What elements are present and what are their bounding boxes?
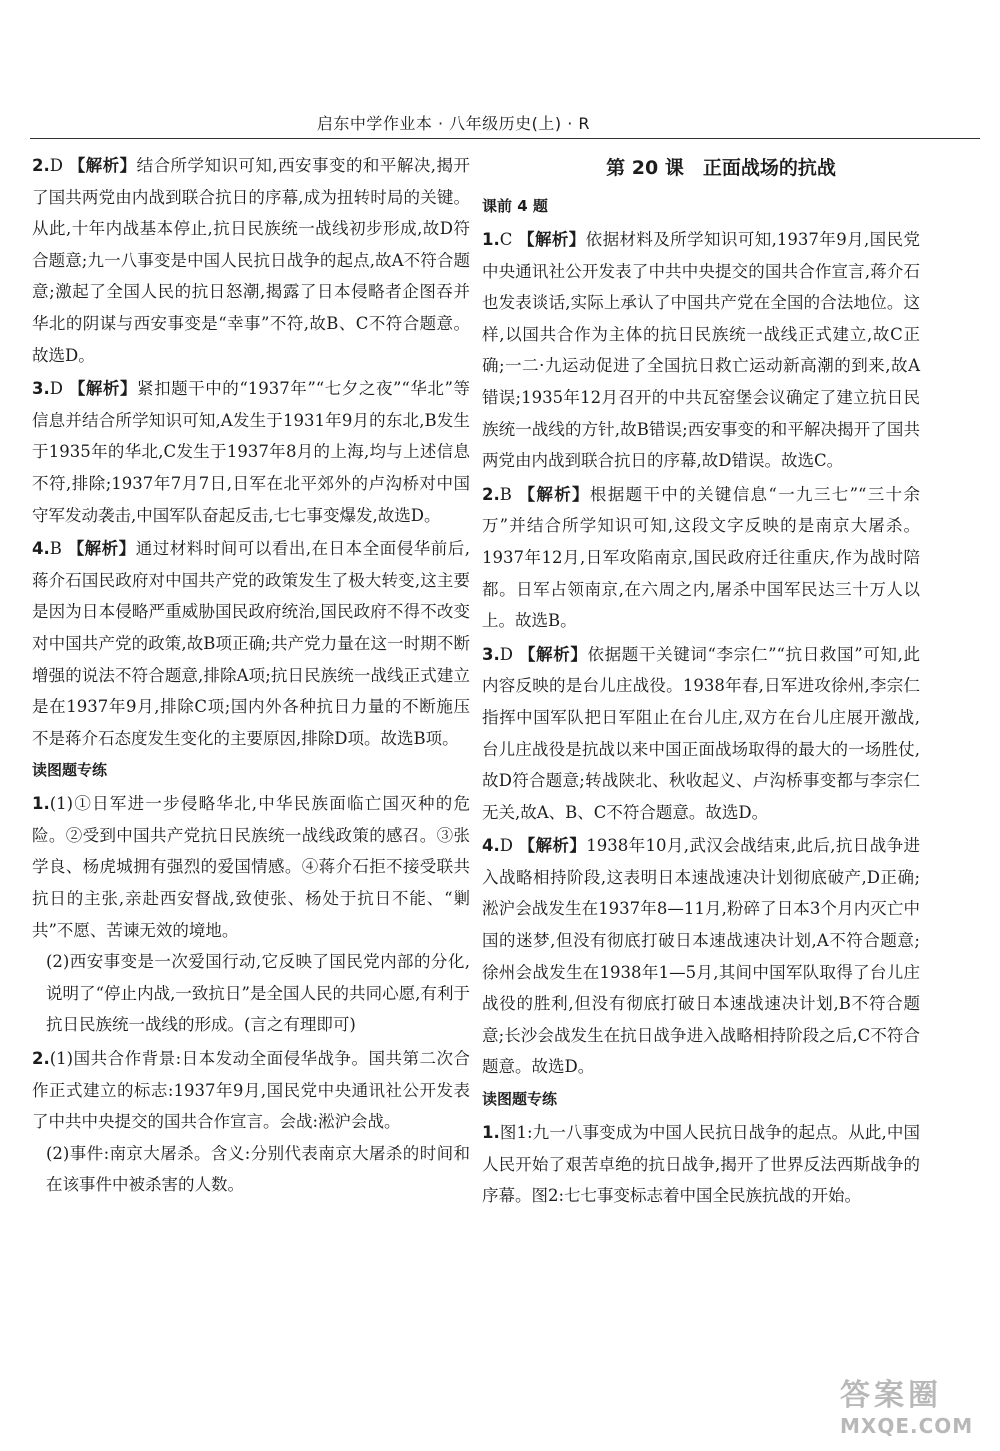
item-number: 3. bbox=[32, 379, 50, 399]
analysis-tag: 【解析】 bbox=[518, 644, 588, 664]
item-answer: D bbox=[499, 644, 513, 664]
page-header bbox=[30, 108, 980, 139]
item-answer: B bbox=[49, 539, 62, 559]
item-number: 1. bbox=[32, 794, 50, 814]
left-column bbox=[32, 150, 470, 1203]
item-number: 1. bbox=[482, 230, 500, 249]
analysis-tag: 【解析】 bbox=[518, 836, 587, 856]
answer-item bbox=[32, 150, 470, 371]
item-subpart: (2)事件:南京大屠杀。含义:分别代表南京大屠杀的时间和在该事件中被杀害的人数。 bbox=[46, 1143, 470, 1195]
answer-item bbox=[482, 479, 920, 637]
item-subpart: (2)西安事变是一次爱国行动,它反映了国民党内部的分化,说明了“停止内战,一致抗日”是全国人民的共同心愿,有利于抗日民族统一战线的形成。(言之有理即可) bbox=[46, 952, 470, 1035]
analysis-tag: 【解析】 bbox=[68, 156, 137, 175]
section-title: 读图题专练 bbox=[32, 761, 108, 780]
item-text: 依据材料及所学知识可知,1937年9月,国民党中央通讯社公开发表了中共中央提交的国共合作宣言,蒋介石也发表谈话,实际上承认了中国共产党在全国的合法地位。这样,以国共合作为主体的抗日民族统一战线正式建立,故C正确;一二·九运动促进了全国抗日救亡运动新高潮的到来,故A错误;1935年12月召开的中共瓦窑堡会议确定了建立抗日民族统一战线的方针,故B错误;西安事变的和平解决揭开了国共两党由内战到联合抗日的序幕,故D错误。故选C。 bbox=[482, 230, 920, 471]
answer-item bbox=[482, 830, 920, 1083]
item-text: 通过材料时间可以看出,在日本全面侵华前后,蒋介石国民政府对中国共产党的政策发生了极大转变,这主要是因为日本侵略严重威胁国民政府统治,国民政府不得不改变对中国共产党的政策,故B项正确;共产党力量在这一时期不断增强的说法不符合题意,排除A项;抗日民族统一战线正式建立是在1937年9月,排除C项;国内外各种抗日力量的不断施压不是蒋介石态度发生变化的主要原因,排除D项。故选B项。 bbox=[32, 539, 470, 748]
item-number: 4. bbox=[482, 836, 500, 856]
answer-item bbox=[32, 533, 470, 754]
watermark-logo bbox=[840, 1378, 990, 1446]
item-number: 2. bbox=[482, 484, 500, 504]
answer-item bbox=[482, 224, 920, 477]
watermark-url: MXQE.COM bbox=[840, 1414, 974, 1438]
answer-item bbox=[32, 373, 470, 531]
item-text: 根据题干中的关键信息“一九三七”“三十余万”并结合所学知识可知,这段文字反映的是南京大屠杀。1937年12月,日军攻陷南京,国民政府迁往重庆,作为战时陪都。日军占领南京,在六周之内,屠杀中国军民达三十万人以上。故选B。 bbox=[482, 484, 921, 631]
item-answer: C bbox=[499, 230, 513, 249]
item-text: 紧扣题干中的“1937年”“七夕之夜”“华北”等信息并结合所学知识可知,A发生于1931年9月的东北,B发生于1935年的华北,C发生于1937年8月的上海,均与上述信息不符,排除;1937年7月7日,日军在北平郊外的卢沟桥对中国守军发动袭击,中国军队奋起反击,七七事变爆发,故选D。 bbox=[32, 379, 471, 525]
section-title: 读图题专练 bbox=[482, 1090, 558, 1109]
answer-item bbox=[32, 788, 470, 1041]
answer-item bbox=[482, 639, 920, 829]
item-answer: D bbox=[49, 156, 63, 175]
item-number: 4. bbox=[32, 539, 50, 559]
item-text: (1)①日军进一步侵略华北,中华民族面临亡国灭种的危险。②受到中国共产党抗日民族统一战线政策的感召。③张学良、杨虎城拥有强烈的爱国情感。④蒋介石拒不接受联共抗日的主张,亲赴西安督战,致使张、杨处于抗日不能、“剿共”不愿、苦谏无效的境地。 bbox=[32, 794, 470, 940]
item-text: (1)国共合作背景:日本发动全面侵华战争。国共第二次合作正式建立的标志:1937年9月,国民党中央通讯社公开发表了中共中央提交的国共合作宣言。会战:淞沪会战。 bbox=[32, 1049, 470, 1132]
item-number: 1. bbox=[482, 1123, 500, 1143]
answer-item bbox=[32, 1043, 470, 1201]
item-number: 3. bbox=[482, 644, 500, 664]
item-text: 依据题干关键词“李宗仁”“抗日救国”可知,此内容反映的是台儿庄战役。1938年春,日军进攻徐州,李宗仁指挥中国军队把日军阻止在台儿庄,双方在台儿庄展开激战,台儿庄战役是抗战以来中国正面战场取得的最大的一场胜仗,故D符合题意;转战陕北、秋收起义、卢沟桥事变都与李宗仁无关,故A、B、C不符合题意。故选D。 bbox=[482, 644, 920, 822]
item-text: 图1:九一八事变成为中国人民抗日战争的起点。从此,中国人民开始了艰苦卓绝的抗日战争,揭开了世界反法西斯战争的序幕。图2:七七事变标志着中国全民族抗战的开始。 bbox=[482, 1123, 920, 1206]
item-text: 结合所学知识可知,西安事变的和平解决,揭开了国共两党由内战到联合抗日的序幕,成为扭转时局的关键。从此,十年内战基本停止,抗日民族统一战线初步形成,故D符合题意;九一八事变是中国人民抗日战争的起点,故A不符合题意;激起了全国人民的抗日怒潮,揭露了日本侵略者企图吞并华北的阴谋与西安事变是“幸事”不符,故B、C不符合题意。故选D。 bbox=[32, 156, 470, 365]
item-number: 2. bbox=[32, 156, 50, 175]
watermark-text: 答案圈 bbox=[840, 1378, 942, 1413]
answer-item bbox=[482, 1117, 920, 1212]
right-column bbox=[482, 150, 920, 1214]
analysis-tag: 【解析】 bbox=[67, 539, 136, 559]
item-answer: D bbox=[49, 379, 63, 399]
pre-class-title: 课前 4 题 bbox=[482, 197, 548, 215]
item-number: 2. bbox=[32, 1049, 50, 1069]
analysis-tag: 【解析】 bbox=[68, 379, 138, 399]
analysis-tag: 【解析】 bbox=[518, 484, 590, 504]
header-title: 启东中学作业本 · 八年级历史(上) · R bbox=[316, 114, 590, 133]
analysis-tag: 【解析】 bbox=[518, 230, 586, 249]
item-answer: B bbox=[499, 484, 512, 504]
lesson-title: 第 20 课 正面战场的抗战 bbox=[606, 157, 836, 179]
item-answer: D bbox=[499, 836, 513, 856]
item-text: 1938年10月,武汉会战结束,此后,抗日战争进入战略相持阶段,这表明日本速战速决计划彻底破产,D正确;淞沪会战发生在1937年8—11月,粉碎了日本3个月内灭亡中国的迷梦,但没有彻底打破日本速战速决计划,A不符合题意;徐州会战发生在1938年1—5月,其间中国军队取得了台儿庄战役的胜利,但没有彻底打破日本速战速决计划,B不符合题意;长沙会战发生在抗日战争进入战略相持阶段之后,C不符合题意。故选D。 bbox=[482, 836, 921, 1077]
